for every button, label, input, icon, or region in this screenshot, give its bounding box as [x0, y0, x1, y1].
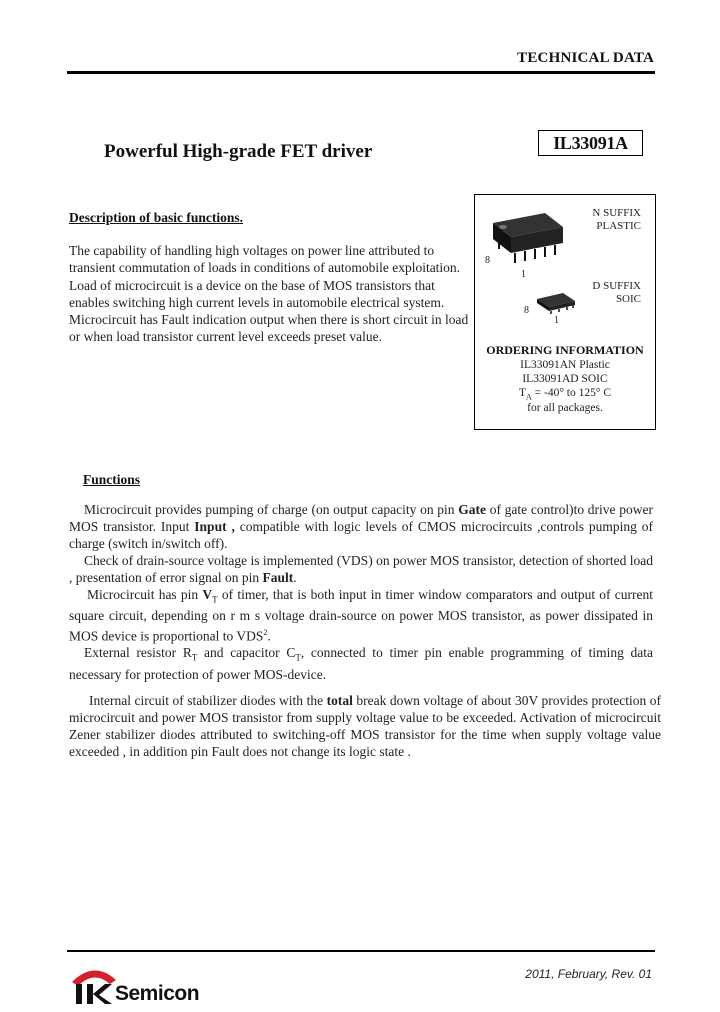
dip-pin-1-label: 1 — [521, 269, 526, 280]
package-info-box — [474, 194, 656, 430]
company-logo-text: Semicon — [115, 982, 200, 1005]
functions-paragraph-2: Check of drain-source voltage is implemented (VDS) on power MOS transistor, detection of shorted load , presentation of error signal on pin Fault. — [69, 552, 653, 585]
ordering-line-soic: IL33091AD SOIC — [522, 373, 608, 385]
temperature-range: $T_A = -40^\circ$ to 125° C — [518, 387, 612, 402]
functions-paragraph-1: Microcircuit provides pumping of charge (on output capacity on pin Gate of gate control)to drive power MOS transistor. Input Input , compatible with logic levels of CMOS microcircuits ,controls pumping of charge (switch in/switch off). — [69, 502, 654, 551]
revision-date: 2011, February, Rev. 01 — [525, 967, 652, 981]
dip-pin-8-label: 8 — [485, 255, 490, 266]
ordering-information-heading: ORDERING INFORMATION — [486, 343, 644, 357]
functions-paragraph-4: External resistor $R_T$ and capacitor $C_T$, connected to timer pin enable programming of timing data necessary for protection of power MOS-device. — [69, 645, 654, 683]
ordering-line-plastic: IL33091AN Plastic — [520, 359, 610, 371]
soic-pin-8-label: 8 — [524, 305, 529, 316]
header-title: TECHNICAL DATA — [517, 50, 654, 66]
internal-circuit-body — [69, 692, 661, 760]
bottom-rule — [67, 950, 655, 952]
description-paragraph-2: Load of microcircuit is a device on the base of MOS transistors that enables switching high current levels in automobile electrical system. Microcircuit has Fault indication output when there is short circuit in load or when load transistor current level exceeds preset value. — [69, 277, 469, 345]
description-body — [69, 242, 469, 346]
functions-body — [69, 502, 653, 684]
document-title: Powerful High-grade FET driver — [104, 141, 373, 162]
dip-package-icon — [485, 205, 575, 285]
soic-package-icon — [533, 289, 583, 315]
part-number-box: IL33091A — [538, 130, 643, 156]
soic-pin-1-label: 1 — [554, 315, 559, 326]
top-rule — [67, 71, 655, 74]
internal-circuit-paragraph: Internal circuit of stabilizer diodes with the total break down voltage of about 30V provides protection of microcircuit and power MOS transistor from supply voltage value to be exceeded. Activation of microcircuit Zener stabilizer diodes attributed to switching-off MOS transistor for the time when supply voltage value exceeded , in addition pin Fault does not change its logic state . — [69, 693, 661, 759]
description-heading: Description of basic functions. — [69, 210, 244, 225]
temperature-note: for all packages. — [527, 402, 603, 414]
functions-heading: Functions — [83, 472, 141, 487]
functions-paragraph-3: Microcircuit has pin $V_T$ of timer, that is both input in timer window comparators and output of current square circuit, depending on r m s voltage drain-source on power MOS transistor, as power dissipated in MOS device is proportional to VDS$^2$. — [69, 586, 653, 644]
n-suffix-label: N SUFFIX PLASTIC — [592, 207, 641, 232]
ik-logo-icon — [68, 964, 118, 1006]
description-paragraph-1: The capability of handling high voltages on power line attributed to transient commutation of loads in conditions of automobile exploitation. — [69, 243, 461, 276]
d-suffix-label: D SUFFIX SOIC — [592, 280, 641, 305]
